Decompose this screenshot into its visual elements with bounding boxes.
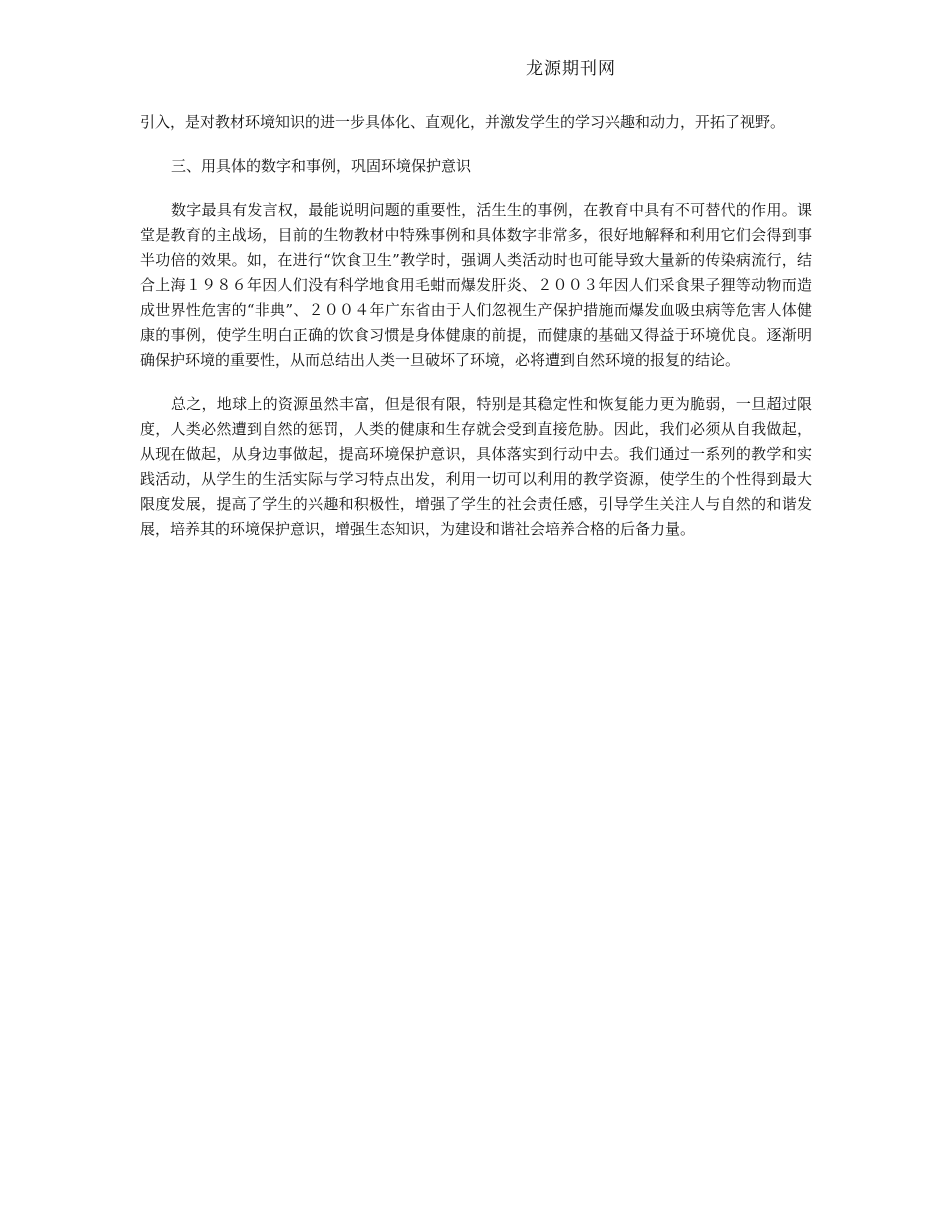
article-body bbox=[140, 110, 812, 561]
section-heading: 三、用具体的数字和事例，巩固环境保护意识 bbox=[171, 157, 472, 175]
paragraph-continuation: 引入，是对教材环境知识的进一步具体化、直观化，并激发学生的学习兴趣和动力，开拓了视野。 bbox=[140, 113, 786, 131]
paragraph-numbers-examples: 数字最具有发言权，最能说明问题的重要性，活生生的事例，在教育中具有不可替代的作用。课堂是教育的主战场，目前的生物教材中特殊事例和具体数字非常多，很好地解释和利用它们会得到事半功倍的效果。如，在进行“饮食卫生”教学时，强调人类活动时也可能导致大量新的传染病流行，结合上海１９８６年因人们没有科学地食用毛蚶而爆发肝炎、２００３年因人们采食果子狸等动物而造成世界性危害的“非典”、２００４年广东省由于人们忽视生产保护措施而爆发血吸虫病等危害人体健康的事例，使学生明白正确的饮食习惯是身体健康的前提，而健康的基础又得益于环境优良。逐渐明确保护环境的重要性，从而总结出人类一旦破坏了环境，必将遭到自然环境的报复的结论。 bbox=[140, 201, 812, 369]
paragraph-conclusion: 总之，地球上的资源虽然丰富，但是很有限，特别是其稳定性和恢复能力更为脆弱，一旦超过限度，人类必然遭到自然的惩罚，人类的健康和生存就会受到直接危胁。因此，我们必须从自我做起，从现在做起，从身边事做起，提高环境保护意识，具体落实到行动中去。我们通过一系列的教学和实践活动，从学生的生活实际与学习特点出发，利用一切可以利用的教学资源，使学生的个性得到最大限度发展，提高了学生的兴趣和积极性，增强了学生的社会责任感，引导学生关注人与自然的和谐发展，培养其的环境保护意识，增强生态知识，为建设和谐社会培养合格的后备力量。 bbox=[140, 395, 812, 538]
page-header-site-name: 龙源期刊网 bbox=[526, 59, 616, 79]
